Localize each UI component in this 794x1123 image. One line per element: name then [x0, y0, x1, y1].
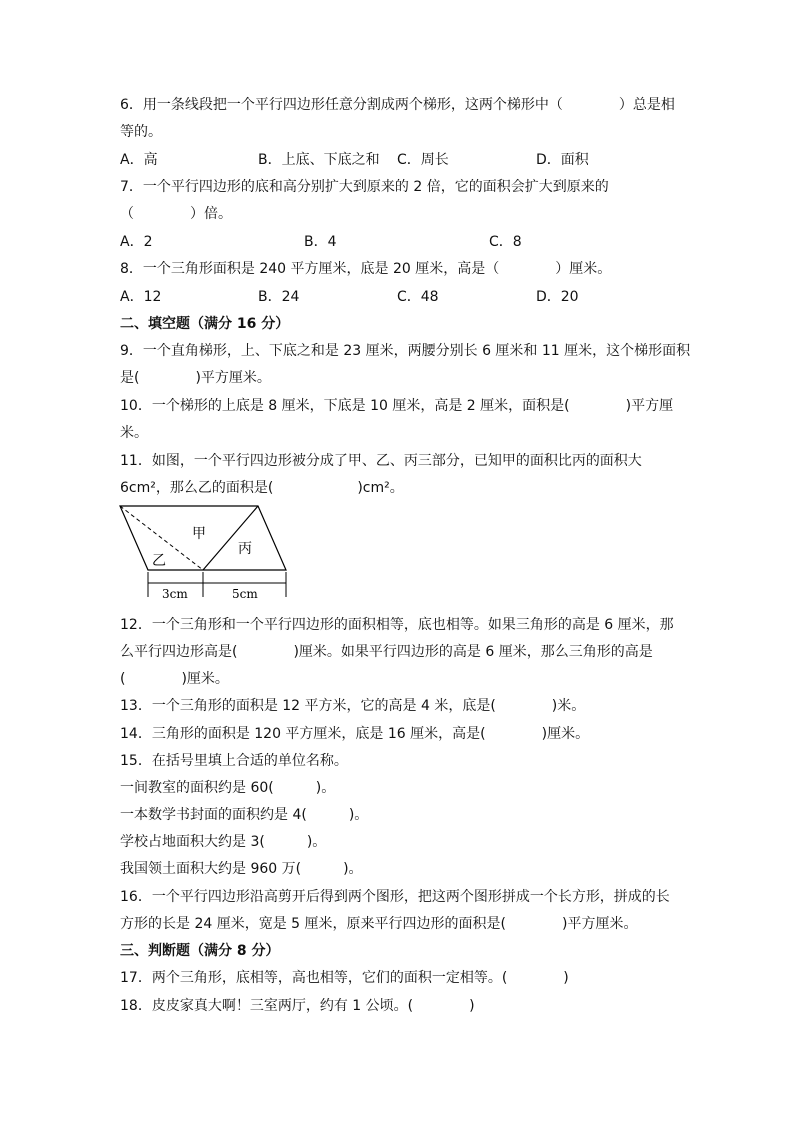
- q6-option-a: A．高: [120, 152, 158, 168]
- q15-title: 15．在括号里填上合适的单位名称。: [120, 753, 348, 769]
- label-bing: 丙: [238, 541, 252, 557]
- label-jia: 甲: [192, 526, 206, 542]
- q8-option-b: B．24: [258, 289, 300, 305]
- q11-line2: 6cm²，那么乙的面积是( )cm²。: [120, 480, 404, 496]
- q8-option-c: C．48: [397, 289, 439, 305]
- q9-line2: 是( )平方厘米。: [120, 370, 271, 386]
- q11-line1: 11．如图，一个平行四边形被分成了甲、乙、丙三部分，已知甲的面积比丙的面积大: [120, 453, 642, 469]
- q15-item-1: 一间教室的面积约是 60( )。: [120, 780, 336, 796]
- q12-line1: 12．一个三角形和一个平行四边形的面积相等，底也相等。如果三角形的高是 6 厘米，那: [120, 617, 674, 633]
- q10-line1: 10．一个梯形的上底是 8 厘米，下底是 10 厘米，高是 2 厘米，面积是( )平方厘: [120, 398, 674, 414]
- label-5cm: 5cm: [232, 587, 258, 601]
- q16-line2: 方形的长是 24 厘米，宽是 5 厘米，原来平行四边形的面积是( )平方厘米。: [120, 916, 638, 932]
- q15-item-4: 我国领土面积大约是 960 万( )。: [120, 861, 363, 877]
- q13-line: 13．一个三角形的面积是 12 平方米，它的高是 4 米，底是( )米。: [120, 698, 586, 714]
- q7-option-a: A．2: [120, 234, 153, 250]
- q14-line: 14．三角形的面积是 120 平方厘米，底是 16 厘米，高是( )厘米。: [120, 726, 590, 742]
- solid-divider-line: [203, 506, 258, 570]
- q7-option-b: B．4: [304, 234, 337, 250]
- q15-item-3: 学校占地面积大约是 3( )。: [120, 834, 327, 850]
- q7-line1: 7．一个平行四边形的底和高分别扩大到原来的 2 倍，它的面积会扩大到原来的: [120, 179, 609, 195]
- q7-option-c: C．8: [489, 234, 522, 250]
- q8-option-d: D．20: [536, 289, 579, 305]
- section-3-heading: 三、判断题（满分 8 分）: [120, 943, 280, 959]
- parallelogram-figure: [110, 500, 300, 605]
- q9-line1: 9．一个直角梯形，上、下底之和是 23 厘米，两腰分别长 6 厘米和 11 厘米，这个梯形面积: [120, 343, 691, 359]
- q6-option-c: C．周长: [397, 152, 449, 168]
- q16-line1: 16．一个平行四边形沿高剪开后得到两个图形，把这两个图形拼成一个长方形，拼成的长: [120, 889, 670, 905]
- q10-line2: 米。: [120, 425, 148, 441]
- label-3cm: 3cm: [162, 587, 188, 601]
- q6-line1: 6．用一条线段把一个平行四边形任意分割成两个梯形，这两个梯形中（ ）总是相: [120, 97, 675, 113]
- q6-line2: 等的。: [120, 124, 162, 140]
- q18-line: 18．皮皮家真大啊！三室两厅，约有 1 公顷。( ): [120, 998, 475, 1014]
- q7-line2: （ ）倍。: [120, 206, 232, 222]
- q8-option-a: A．12: [120, 289, 162, 305]
- q6-option-d: D．面积: [536, 152, 589, 168]
- q17-line: 17．两个三角形，底相等，高也相等，它们的面积一定相等。( ): [120, 970, 569, 986]
- q12-line3: ( )厘米。: [120, 671, 229, 687]
- q12-line2: 么平行四边形高是( )厘米。如果平行四边形的高是 6 厘米，那么三角形的高是: [120, 644, 653, 660]
- section-2-heading: 二、填空题（满分 16 分）: [120, 316, 290, 332]
- q15-item-2: 一本数学书封面的面积约是 4( )。: [120, 807, 369, 823]
- q6-option-b: B．上底、下底之和: [258, 152, 380, 168]
- label-yi: 乙: [152, 553, 166, 569]
- q8-line1: 8．一个三角形面积是 240 平方厘米，底是 20 厘米，高是（ ）厘米。: [120, 261, 612, 277]
